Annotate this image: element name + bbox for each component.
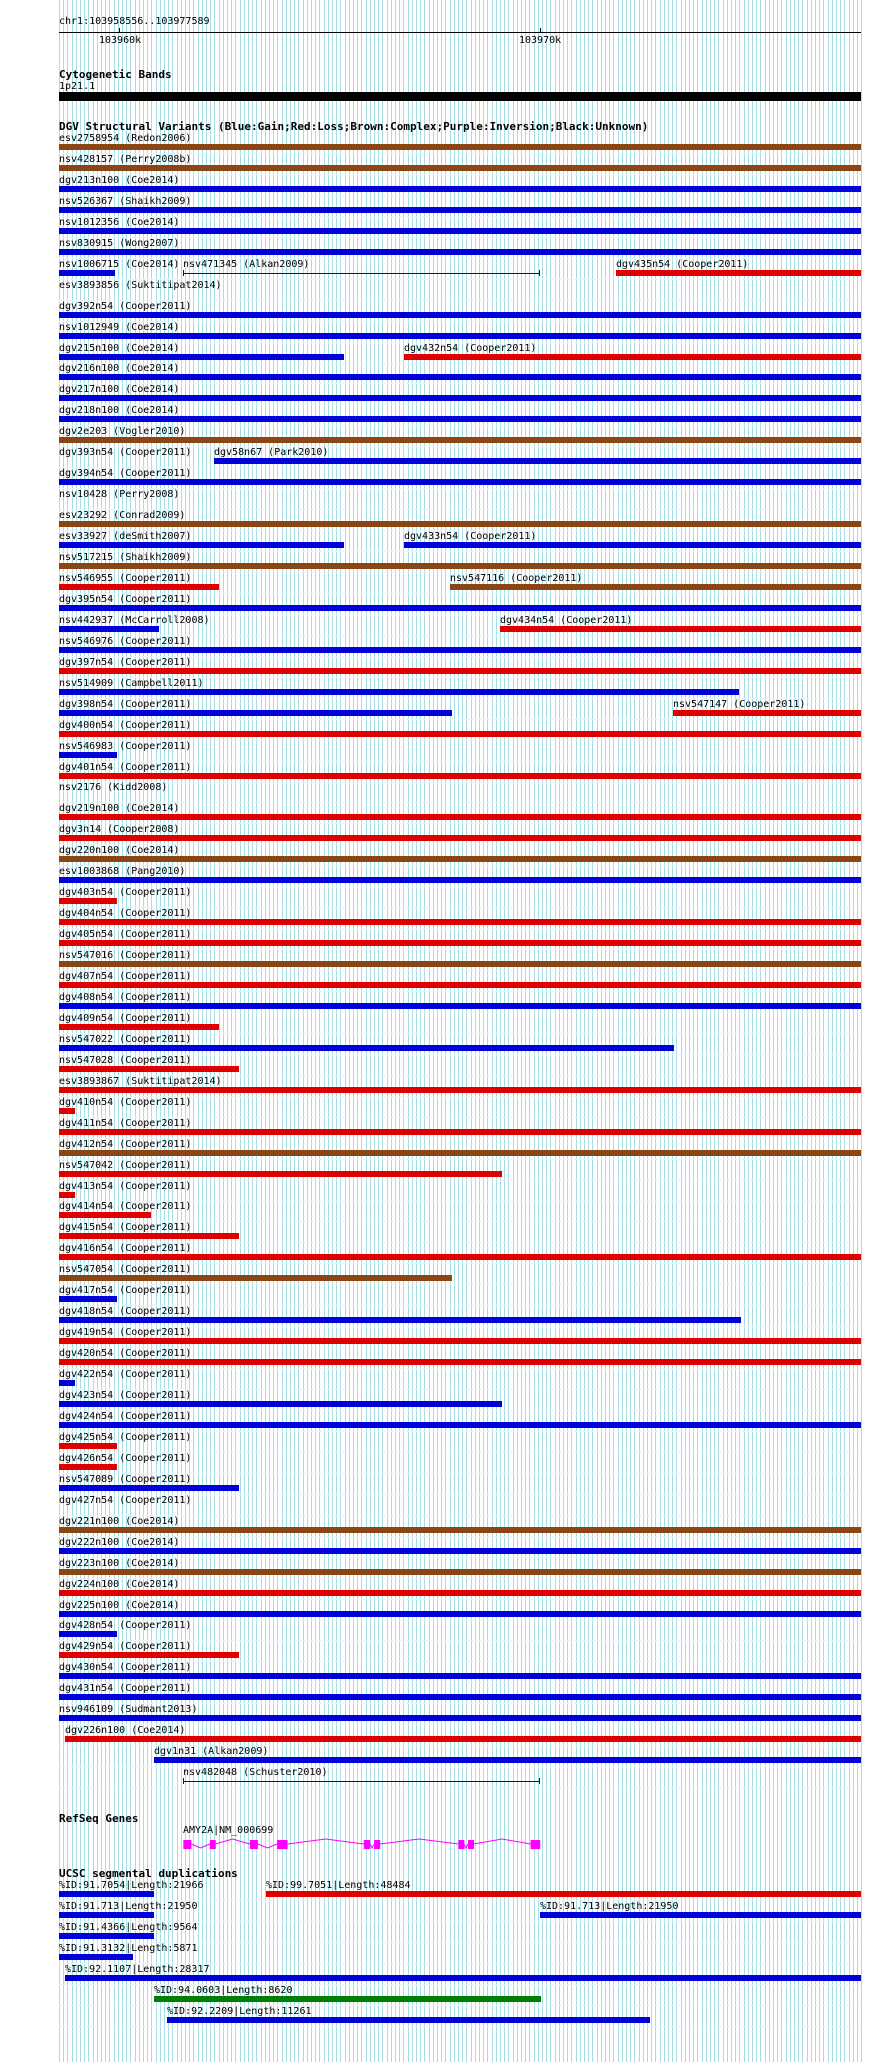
dgv-variant-bar[interactable] — [59, 1024, 219, 1030]
segdup-bar[interactable] — [59, 1891, 154, 1897]
dgv-variant-bar[interactable] — [404, 354, 861, 360]
dgv-variant-bar[interactable] — [59, 1275, 452, 1281]
dgv-variant-bar[interactable] — [183, 273, 540, 274]
dgv-variant-label[interactable]: dgv400n54 (Cooper2011) — [59, 719, 192, 731]
dgv-variant-bar[interactable] — [59, 542, 344, 548]
dgv-variant-label[interactable]: nsv1012356 (Coe2014) — [59, 216, 180, 228]
gene-model-svg — [0, 1830, 890, 1870]
dgv-variant-bar[interactable] — [59, 752, 117, 758]
segdup-bar[interactable] — [59, 1954, 133, 1960]
dgv-variant-bar[interactable] — [59, 1066, 239, 1072]
dgv-variant-bar[interactable] — [59, 1652, 239, 1658]
gene-label[interactable]: AMY2A|NM_000699 — [183, 1825, 274, 1836]
dgv-variant-label[interactable]: dgv215n100 (Coe2014) — [59, 342, 180, 354]
dgv-variant-bar[interactable] — [673, 710, 861, 716]
dgv-variant-label[interactable]: dgv407n54 (Cooper2011) — [59, 971, 192, 982]
segdup-bar[interactable] — [59, 1912, 154, 1918]
row-separator — [59, 2026, 861, 2027]
dgv-variant-bar[interactable] — [59, 1694, 861, 1700]
dgv-variant-label[interactable]: dgv411n54 (Cooper2011) — [59, 1117, 192, 1129]
cytoband-label: 1p21.1 — [59, 81, 96, 92]
dgv-variant-bar[interactable] — [59, 856, 861, 862]
dgv-variant-bar[interactable] — [616, 270, 861, 276]
dgv-variant-bar[interactable] — [59, 416, 861, 422]
dgv-variant-label[interactable]: dgv1n31 (Alkan2009) — [154, 1746, 269, 1758]
dgv-variant-label[interactable]: dgv426n54 (Cooper2011) — [59, 1452, 192, 1464]
dgv-variant-label[interactable]: nsv10428 (Perry2008) — [59, 489, 180, 501]
dgv-variant-label[interactable]: dgv224n100 (Coe2014) — [59, 1578, 180, 1590]
dgv-variant-label[interactable]: dgv405n54 (Cooper2011) — [59, 929, 192, 941]
dgv-variant-label[interactable]: dgv403n54 (Cooper2011) — [59, 887, 192, 899]
dgv-variant-bar[interactable] — [59, 1443, 117, 1449]
dgv-variant-label[interactable]: dgv394n54 (Cooper2011) — [59, 468, 192, 480]
ruler-tick-label-1: 103960k — [99, 35, 142, 46]
dgv-variant-bar[interactable] — [59, 1254, 861, 1260]
segdup-label[interactable]: %ID:99.7051|Length:48484 — [266, 1880, 411, 1891]
dgv-variant-label[interactable]: dgv395n54 (Cooper2011) — [59, 593, 192, 605]
dgv-track-title: DGV Structural Variants (Blue:Gain;Red:Loss;Brown:Complex;Purple:Inversion;Black:Unknown) — [59, 120, 649, 133]
dgv-variant-label[interactable]: dgv422n54 (Cooper2011) — [59, 1369, 192, 1381]
segdup-label[interactable]: %ID:91.713|Length:21950 — [59, 1901, 198, 1912]
dgv-variant-bar[interactable] — [59, 1359, 861, 1365]
gene-exon[interactable] — [531, 1840, 541, 1849]
dgv-variant-label[interactable]: dgv431n54 (Cooper2011) — [59, 1683, 192, 1695]
dgv-variant-bar[interactable] — [59, 563, 861, 569]
dgv-variant-bar[interactable] — [59, 479, 861, 485]
dgv-variant-label[interactable]: esv33927 (deSmith2007) — [59, 531, 192, 543]
dgv-variant-label[interactable]: nsv946109 (Sudmant2013) — [59, 1704, 198, 1716]
dgv-variant-label[interactable]: dgv401n54 (Cooper2011) — [59, 761, 192, 773]
gene-exon[interactable] — [364, 1840, 370, 1849]
segdup-label[interactable]: %ID:92.1107|Length:28317 — [65, 1964, 210, 1975]
dgv-variant-bar[interactable] — [154, 1757, 861, 1763]
dgv-variant-label[interactable]: dgv222n100 (Coe2014) — [59, 1536, 180, 1548]
dgv-variant-bar[interactable] — [59, 1631, 117, 1637]
dgv-variant-label[interactable]: nsv546955 (Cooper2011) — [59, 572, 192, 584]
dgv-variant-label[interactable]: dgv434n54 (Cooper2011) — [500, 614, 633, 626]
ruler-tick-2 — [540, 28, 541, 33]
segdup-bar[interactable] — [59, 1933, 154, 1939]
dgv-variant-bar[interactable] — [59, 1422, 861, 1428]
gene-intron — [370, 1844, 374, 1848]
dgv-variant-bar[interactable] — [59, 605, 861, 611]
dgv-variant-bar[interactable] — [59, 982, 861, 988]
dgv-variant-bar[interactable] — [59, 647, 861, 653]
dgv-variant-label[interactable]: dgv414n54 (Cooper2011) — [59, 1201, 192, 1213]
dgv-variant-bar[interactable] — [59, 1129, 861, 1135]
dgv-variant-label[interactable]: nsv546983 (Cooper2011) — [59, 740, 192, 752]
dgv-variant-bar[interactable] — [59, 1611, 861, 1617]
dgv-variant-bar-end — [539, 1778, 540, 1784]
dgv-variant-bar[interactable] — [59, 1212, 151, 1218]
dgv-variant-bar[interactable] — [59, 898, 117, 904]
dgv-variant-label[interactable]: dgv425n54 (Cooper2011) — [59, 1431, 192, 1443]
dgv-variant-label[interactable]: esv23292 (Conrad2009) — [59, 510, 186, 522]
dgv-variant-bar[interactable] — [59, 814, 861, 820]
dgv-variant-bar[interactable] — [59, 961, 861, 967]
segdup-bar[interactable] — [167, 2017, 650, 2023]
refseq-track-title: RefSeq Genes — [59, 1812, 139, 1825]
dgv-variant-bar[interactable] — [59, 249, 861, 255]
dgv-variant-bar[interactable] — [214, 458, 861, 464]
dgv-variant-label[interactable]: dgv225n100 (Coe2014) — [59, 1599, 180, 1611]
dgv-variant-label[interactable]: dgv433n54 (Cooper2011) — [404, 531, 537, 543]
dgv-variant-label[interactable]: nsv546976 (Cooper2011) — [59, 635, 192, 647]
segdup-label[interactable]: %ID:91.4366|Length:9564 — [59, 1922, 198, 1933]
dgv-variant-bar[interactable] — [65, 1736, 861, 1742]
dgv-variant-label[interactable]: nsv442937 (McCarroll2008) — [59, 614, 210, 626]
dgv-variant-bar[interactable] — [59, 1527, 861, 1533]
dgv-variant-label[interactable]: dgv219n100 (Coe2014) — [59, 803, 180, 815]
dgv-variant-label[interactable]: dgv397n54 (Cooper2011) — [59, 656, 192, 668]
dgv-variant-bar[interactable] — [59, 1003, 861, 1009]
dgv-variant-label[interactable]: dgv226n100 (Coe2014) — [65, 1725, 186, 1737]
dgv-variant-label[interactable]: nsv547147 (Cooper2011) — [673, 698, 806, 710]
dgv-variant-label[interactable]: nsv547028 (Cooper2011) — [59, 1054, 192, 1066]
dgv-variant-label[interactable]: esv1003868 (Pang2010) — [59, 866, 186, 878]
gene-intron — [258, 1844, 277, 1848]
dgv-variant-label[interactable]: dgv432n54 (Cooper2011) — [404, 342, 537, 354]
dgv-variant-bar[interactable] — [59, 228, 861, 234]
dgv-variant-label[interactable]: dgv413n54 (Cooper2011) — [59, 1180, 192, 1192]
dgv-variant-bar[interactable] — [404, 542, 861, 548]
dgv-variant-bar[interactable] — [59, 1171, 502, 1177]
cytoband-track-title: Cytogenetic Bands — [59, 68, 172, 81]
gene-exon[interactable] — [277, 1840, 287, 1849]
dgv-variant-bar[interactable] — [59, 1087, 861, 1093]
dgv-variant-bar[interactable] — [59, 395, 861, 401]
dgv-variant-label[interactable]: nsv547042 (Cooper2011) — [59, 1159, 192, 1171]
dgv-variant-bar[interactable] — [59, 144, 861, 150]
dgv-variant-label[interactable]: nsv2176 (Kidd2008) — [59, 782, 168, 794]
row-separator — [59, 1787, 861, 1788]
dgv-variant-label[interactable]: nsv1006715 (Coe2014) — [59, 258, 180, 270]
dgv-variant-bar[interactable] — [59, 731, 861, 737]
dgv-variant-bar[interactable] — [59, 710, 452, 716]
dgv-variant-label[interactable]: nsv547054 (Cooper2011) — [59, 1264, 192, 1276]
row-separator — [59, 782, 861, 783]
gene-exon[interactable] — [468, 1840, 474, 1849]
dgv-variant-bar[interactable] — [59, 354, 344, 360]
gene-intron — [474, 1839, 531, 1844]
ruler-tick-1 — [119, 28, 120, 33]
ruler-line — [59, 32, 861, 33]
dgv-variant-label[interactable]: dgv218n100 (Coe2014) — [59, 405, 180, 417]
dgv-variant-label[interactable]: esv3893856 (Suktitipat2014) — [59, 279, 222, 291]
dgv-variant-label[interactable]: dgv420n54 (Cooper2011) — [59, 1348, 192, 1360]
dgv-variant-label[interactable]: nsv482048 (Schuster2010) — [183, 1767, 328, 1779]
dgv-variant-bar[interactable] — [59, 773, 861, 779]
dgv-variant-bar[interactable] — [59, 1548, 861, 1554]
dgv-variant-bar[interactable] — [59, 374, 861, 380]
dgv-variant-label[interactable]: nsv1012949 (Coe2014) — [59, 321, 180, 333]
dgv-variant-bar[interactable] — [59, 1150, 861, 1156]
dgv-variant-bar[interactable] — [59, 835, 861, 841]
dgv-variant-label[interactable]: dgv58n67 (Park2010) — [214, 447, 329, 459]
dgv-variant-label[interactable]: dgv430n54 (Cooper2011) — [59, 1662, 192, 1674]
dgv-variant-label[interactable]: nsv830915 (Wong2007) — [59, 237, 180, 249]
gene-intron — [464, 1844, 468, 1848]
dgv-variant-bar[interactable] — [450, 584, 861, 590]
dgv-variant-bar[interactable] — [59, 1380, 75, 1386]
dgv-variant-bar[interactable] — [59, 877, 861, 883]
gene-intron — [288, 1839, 364, 1844]
dgv-variant-bar-end — [183, 1778, 184, 1784]
dgv-variant-label[interactable]: dgv398n54 (Cooper2011) — [59, 698, 192, 710]
dgv-variant-bar[interactable] — [59, 626, 159, 632]
dgv-variant-label[interactable]: dgv423n54 (Cooper2011) — [59, 1390, 192, 1401]
dgv-variant-label[interactable]: dgv427n54 (Cooper2011) — [59, 1494, 192, 1506]
segdup-bar[interactable] — [154, 1996, 541, 2002]
dgv-variant-bar[interactable] — [59, 689, 739, 695]
dgv-variant-bar[interactable] — [59, 1317, 741, 1323]
gene-intron — [380, 1839, 459, 1844]
dgv-variant-bar[interactable] — [59, 1715, 861, 1721]
dgv-variant-bar[interactable] — [59, 521, 861, 527]
gene-exon[interactable] — [374, 1840, 380, 1849]
gene-exon[interactable] — [183, 1840, 191, 1849]
dgv-variant-bar[interactable] — [59, 207, 861, 213]
dgv-variant-label[interactable]: nsv526367 (Shaikh2009) — [59, 195, 192, 207]
dgv-variant-bar[interactable] — [59, 333, 861, 339]
dgv-variant-bar[interactable] — [59, 312, 861, 318]
dgv-variant-bar[interactable] — [59, 940, 861, 946]
dgv-variant-bar[interactable] — [59, 165, 861, 171]
dgv-variant-label[interactable]: nsv428157 (Perry2008b) — [59, 153, 192, 165]
dgv-variant-bar[interactable] — [59, 437, 861, 443]
gene-intron — [215, 1839, 249, 1844]
dgv-variant-label[interactable]: dgv408n54 (Cooper2011) — [59, 991, 192, 1003]
dgv-variant-label[interactable]: dgv2e203 (Vogler2010) — [59, 426, 186, 438]
dgv-variant-label[interactable]: dgv3n14 (Cooper2008) — [59, 824, 180, 836]
gene-exon[interactable] — [250, 1840, 258, 1849]
dgv-variant-label[interactable]: dgv410n54 (Cooper2011) — [59, 1096, 192, 1108]
segdup-bar[interactable] — [266, 1891, 861, 1897]
dgv-variant-bar[interactable] — [183, 1781, 540, 1782]
dgv-variant-bar[interactable] — [59, 584, 219, 590]
dgv-variant-label[interactable]: dgv419n54 (Cooper2011) — [59, 1327, 192, 1339]
dgv-variant-bar[interactable] — [59, 270, 115, 276]
dgv-variant-label[interactable]: dgv392n54 (Cooper2011) — [59, 300, 192, 312]
dgv-variant-label[interactable]: dgv221n100 (Coe2014) — [59, 1515, 180, 1527]
dgv-variant-label[interactable]: nsv547016 (Cooper2011) — [59, 950, 192, 962]
dgv-variant-bar[interactable] — [59, 1296, 117, 1302]
dgv-variant-label[interactable]: dgv417n54 (Cooper2011) — [59, 1285, 192, 1297]
dgv-variant-label[interactable]: nsv514909 (Campbell2011) — [59, 677, 204, 689]
dgv-variant-label[interactable]: dgv415n54 (Cooper2011) — [59, 1222, 192, 1234]
dgv-variant-label[interactable]: dgv418n54 (Cooper2011) — [59, 1306, 192, 1318]
gene-exon[interactable] — [210, 1840, 216, 1849]
gene-intron — [191, 1844, 209, 1848]
dgv-variant-bar-end — [539, 270, 540, 276]
dgv-variant-bar-end — [183, 270, 184, 276]
dgv-variant-label[interactable]: dgv412n54 (Cooper2011) — [59, 1138, 192, 1150]
dgv-variant-label[interactable]: dgv404n54 (Cooper2011) — [59, 908, 192, 920]
dgv-variant-label[interactable]: nsv471345 (Alkan2009) — [183, 258, 310, 270]
dgv-variant-label[interactable]: dgv416n54 (Cooper2011) — [59, 1243, 192, 1255]
segdup-label[interactable]: %ID:91.7054|Length:21966 — [59, 1880, 204, 1891]
dgv-variant-label[interactable]: esv2758954 (Redon2006) — [59, 133, 192, 144]
dgv-variant-label[interactable]: dgv424n54 (Cooper2011) — [59, 1410, 192, 1422]
dgv-variant-label[interactable]: dgv429n54 (Cooper2011) — [59, 1641, 192, 1653]
dgv-variant-label[interactable]: dgv213n100 (Coe2014) — [59, 174, 180, 186]
dgv-variant-label[interactable]: dgv220n100 (Coe2014) — [59, 845, 180, 857]
dgv-variant-bar[interactable] — [59, 1233, 239, 1239]
dgv-variant-bar[interactable] — [59, 186, 861, 192]
dgv-variant-label[interactable]: dgv223n100 (Coe2014) — [59, 1557, 180, 1569]
dgv-variant-label[interactable]: dgv435n54 (Cooper2011) — [616, 258, 749, 270]
dgv-variant-bar[interactable] — [59, 1673, 861, 1679]
dgv-variant-bar[interactable] — [59, 1569, 861, 1575]
ruler-tick-label-2: 103970k — [519, 35, 562, 46]
dgv-variant-bar[interactable] — [59, 1192, 75, 1198]
dgv-variant-label[interactable]: nsv547116 (Cooper2011) — [450, 572, 583, 584]
segdup-track-title: UCSC segmental duplications — [59, 1867, 238, 1880]
dgv-variant-bar[interactable] — [59, 919, 861, 925]
dgv-variant-bar[interactable] — [59, 1590, 861, 1596]
segdup-label[interactable]: %ID:91.3132|Length:5871 — [59, 1943, 198, 1954]
dgv-variant-label[interactable]: nsv517215 (Shaikh2009) — [59, 552, 192, 563]
dgv-variant-label[interactable]: nsv547089 (Cooper2011) — [59, 1473, 192, 1485]
dgv-variant-bar[interactable] — [500, 626, 861, 632]
dgv-variant-bar[interactable] — [59, 668, 861, 674]
position-label: chr1:103958556..103977589 — [59, 16, 210, 27]
dgv-variant-bar[interactable] — [59, 1401, 502, 1407]
segdup-label[interactable]: %ID:92.2209|Length:11261 — [167, 2006, 312, 2017]
cytoband-bar — [59, 92, 861, 101]
dgv-variant-label[interactable]: dgv393n54 (Cooper2011) — [59, 447, 192, 459]
segdup-label[interactable]: %ID:91.713|Length:21950 — [540, 1901, 679, 1912]
segdup-label[interactable]: %ID:94.0603|Length:8620 — [154, 1985, 293, 1996]
row-separator — [59, 1766, 861, 1767]
dgv-variant-bar[interactable] — [59, 1045, 674, 1051]
dgv-variant-bar[interactable] — [59, 1338, 861, 1344]
dgv-variant-label[interactable]: dgv216n100 (Coe2014) — [59, 363, 180, 375]
dgv-variant-bar[interactable] — [59, 1464, 117, 1470]
dgv-variant-label[interactable]: esv3893867 (Suktitipat2014) — [59, 1075, 222, 1087]
dgv-variant-bar[interactable] — [59, 1485, 239, 1491]
dgv-variant-label[interactable]: dgv217n100 (Coe2014) — [59, 384, 180, 396]
dgv-variant-label[interactable]: dgv409n54 (Cooper2011) — [59, 1012, 192, 1024]
dgv-variant-bar[interactable] — [59, 1108, 75, 1114]
segdup-bar[interactable] — [540, 1912, 861, 1918]
dgv-variant-label[interactable]: dgv428n54 (Cooper2011) — [59, 1620, 192, 1632]
dgv-variant-label[interactable]: nsv547022 (Cooper2011) — [59, 1033, 192, 1045]
gene-exon[interactable] — [458, 1840, 464, 1849]
segdup-bar[interactable] — [65, 1975, 861, 1981]
